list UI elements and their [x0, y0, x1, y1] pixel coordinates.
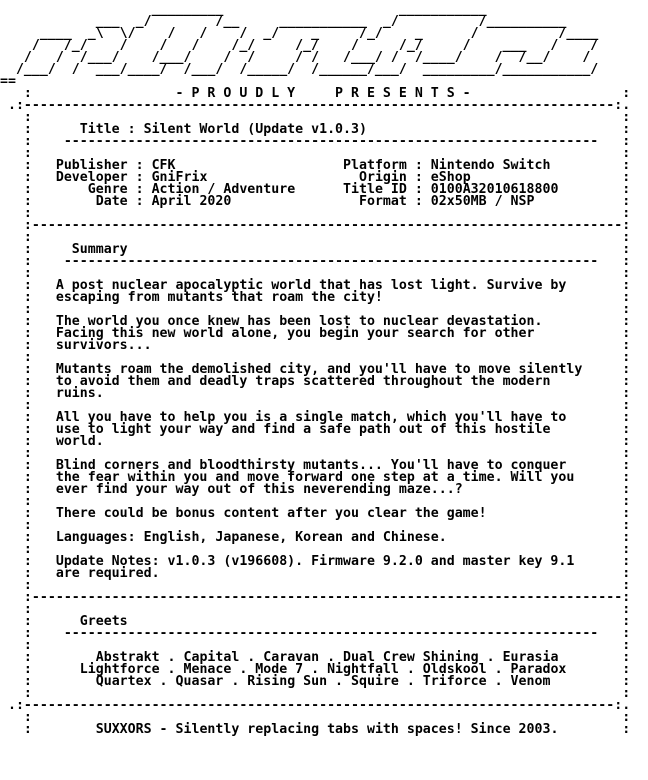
- nfo-document: [0, 4, 638, 736]
- frame-edge: :: [0, 530, 56, 545]
- frame-edge: :: [0, 614, 80, 629]
- summary-paragraph-line: to avoid them and deadly traps scattered throughout the modern: [55, 374, 551, 389]
- frame-edge: :: [622, 482, 631, 497]
- frame-edge: :: [0, 554, 56, 569]
- frame-edge: :: [622, 158, 631, 173]
- frame-edge: :: [0, 362, 56, 377]
- summary-paragraph-line: world.: [55, 434, 104, 449]
- frame-line: : :: [23, 518, 631, 533]
- detail-row: Genre : Action / Adventure Title ID : 0100A32010618800: [31, 182, 623, 197]
- frame-edge: :: [0, 662, 32, 677]
- ascii-logo-line: / / /___/ /___/ / / / / /___/ / /____/ / /__/ /: [23, 50, 591, 65]
- frame-edge: :: [622, 470, 631, 485]
- frame-edge: :: [622, 314, 631, 329]
- frame-line: : :: [23, 542, 631, 557]
- frame-edge: :: [0, 170, 32, 185]
- frame-edge: :: [622, 434, 631, 449]
- summary-paragraph-line: survivors...: [55, 338, 152, 353]
- summary-paragraph-line: Blind corners and bloodthirsty mutants... You'll have to conquer: [55, 458, 567, 473]
- summary-paragraph-line: The world you once knew has been lost to nuclear devastation.: [55, 314, 543, 329]
- summary-paragraph-line: A post nuclear apocalyptic world that has lost light. Survive by: [55, 278, 567, 293]
- frame-line: : :: [23, 146, 631, 161]
- greets-line: Quartex . Quasar . Rising Sun . Squire . Triforce . Venom: [31, 674, 551, 689]
- frame-edge: :: [622, 290, 631, 305]
- frame-rule: .:--------------------------------------------------------------------------:.: [7, 98, 631, 113]
- frame-line: : :: [23, 110, 631, 125]
- frame-line: : :: [23, 710, 631, 725]
- section-rule: :--------------------------------------------------------------------------:: [23, 590, 631, 605]
- frame-edge: :: [622, 650, 631, 665]
- frame-edge: :: [0, 338, 56, 353]
- frame-line: : :: [23, 494, 631, 509]
- frame-edge: :: [0, 470, 56, 485]
- frame-edge: :: [0, 458, 56, 473]
- frame-edge: :: [0, 722, 32, 737]
- frame-edge: :: [622, 362, 631, 377]
- summary-paragraph-line: are required.: [55, 566, 160, 581]
- frame-line: : :: [23, 302, 631, 317]
- frame-edge: :: [0, 290, 56, 305]
- frame-line: : ------------------------------------------------------------------- :: [23, 626, 631, 641]
- summary-paragraph-line: Update Notes: v1.0.3 (v196608). Firmware 9.2.0 and master key 9.1: [55, 554, 575, 569]
- frame-edge: :: [622, 338, 631, 353]
- summary-paragraph-line: escaping from mutants that roam the city!: [55, 290, 383, 305]
- frame-edge: :: [0, 194, 32, 209]
- ascii-logo-line: /___/ / ___/____/ /___/ /_____/ /______/___/ _________/___________/: [15, 62, 599, 77]
- frame-line: : :: [23, 638, 631, 653]
- greets-line: Lightforce . Menace . Mode 7 . Nightfall . Oldskool . Paradox: [31, 662, 567, 677]
- section-rule: :--------------------------------------------------------------------------:: [23, 218, 631, 233]
- frame-line: : :: [23, 686, 631, 701]
- frame-edge: :: [0, 278, 56, 293]
- frame-line: : :: [23, 446, 631, 461]
- greets-line: Abstrakt . Capital . Caravan . Dual Crew Shining . Eurasia: [31, 650, 559, 665]
- frame-edge: :: [622, 458, 631, 473]
- frame-edge: :: [622, 674, 631, 689]
- frame-edge: :: [622, 614, 631, 629]
- frame-edge: :: [622, 194, 631, 209]
- frame-edge: :: [622, 374, 631, 389]
- frame-edge: :: [622, 530, 631, 545]
- frame-edge: :: [622, 170, 631, 185]
- frame-edge: :: [622, 506, 631, 521]
- frame-edge: : Title :: [0, 122, 144, 137]
- frame-edge: :: [0, 182, 32, 197]
- detail-row: Publisher : CFK Platform : Nintendo Switch: [31, 158, 623, 173]
- frame-line: : ------------------------------------------------------------------- :: [23, 134, 631, 149]
- frame-edge: :: [622, 422, 631, 437]
- frame-edge: :: [0, 434, 56, 449]
- summary-paragraph-line: Languages: English, Japanese, Korean and Chinese.: [55, 530, 447, 545]
- summary-paragraph-line: ruins.: [55, 386, 104, 401]
- detail-row: Developer : GniFrix Origin : eShop: [31, 170, 623, 185]
- frame-edge: :: [0, 650, 32, 665]
- frame-edge: :: [0, 158, 32, 173]
- frame-edge: :: [0, 566, 56, 581]
- frame-edge: :: [0, 242, 72, 257]
- summary-paragraph-line: ever find your way out of this neverending maze...?: [55, 482, 463, 497]
- frame-edge: :: [0, 86, 176, 101]
- summary-paragraph-line: the fear within you and move forward one step at a time. Will you: [55, 470, 575, 485]
- frame-edge: :: [622, 554, 631, 569]
- frame-edge: :: [0, 410, 56, 425]
- frame-line: : :: [23, 266, 631, 281]
- frame-edge: :: [622, 86, 631, 101]
- frame-edge: :: [0, 482, 56, 497]
- frame-line: : :: [23, 398, 631, 413]
- frame-line: : ------------------------------------------------------------------- :: [23, 254, 631, 269]
- frame-edge: :: [622, 242, 631, 257]
- ascii-logo-line: / /_/ / / / /_/ /_/ / /_/ / ___ / /: [31, 38, 599, 53]
- detail-row: Date : April 2020 Format : 02x50MB / NSP: [31, 194, 623, 209]
- summary-paragraph-line: Mutants roam the demolished city, and you'll have to move silently: [55, 362, 583, 377]
- footer-text: SUXXORS - Silently replacing tabs with spaces! Since 2003.: [31, 722, 559, 737]
- summary-paragraph-line: use to light your way and find a safe path out of this hostile: [55, 422, 551, 437]
- frame-edge: :: [622, 722, 631, 737]
- summary-heading: Summary: [71, 242, 128, 257]
- summary-paragraph-line: There could be bonus content after you clear the game!: [55, 506, 487, 521]
- frame-edge: :: [0, 674, 32, 689]
- ascii-logo-line: ____ _\ \/ / / / _/ _ /_/ _ / /____: [39, 26, 599, 41]
- frame-edge: :: [622, 386, 631, 401]
- summary-paragraph-line: All you have to help you is a single match, which you'll have to: [55, 410, 567, 425]
- frame-edge: :: [0, 314, 56, 329]
- frame-line: : :: [23, 350, 631, 365]
- frame-edge: :: [0, 506, 56, 521]
- frame-edge: :: [622, 182, 631, 197]
- frame-edge: :: [0, 374, 56, 389]
- frame-edge: :: [622, 410, 631, 425]
- frame-edge: :: [622, 662, 631, 677]
- greets-heading: Greets: [79, 614, 128, 629]
- frame-edge: :: [622, 278, 631, 293]
- frame-line: : :: [23, 206, 631, 221]
- release-title: Silent World (Update v1.0.3): [143, 122, 367, 137]
- tagline: - P R O U D L Y P R E S E N T S -: [175, 86, 471, 101]
- frame-line: : :: [23, 602, 631, 617]
- frame-edge: :: [622, 122, 631, 137]
- frame-edge: :: [622, 566, 631, 581]
- frame-edge: :: [622, 326, 631, 341]
- frame-edge: :: [0, 326, 56, 341]
- frame-line: : :: [23, 230, 631, 245]
- ascii-logo-line: _________ ___________: [151, 2, 487, 17]
- frame-rule: .:--------------------------------------------------------------------------:.: [7, 698, 631, 713]
- summary-paragraph-line: Facing this new world alone, you begin your search for other: [55, 326, 535, 341]
- frame-edge: :: [0, 386, 56, 401]
- logo-base: ==: [0, 74, 16, 89]
- frame-line: : :: [23, 578, 631, 593]
- frame-edge: :: [0, 422, 56, 437]
- ascii-logo-line: ___ _/ /__ ___________ _/ /__________: [95, 14, 567, 29]
